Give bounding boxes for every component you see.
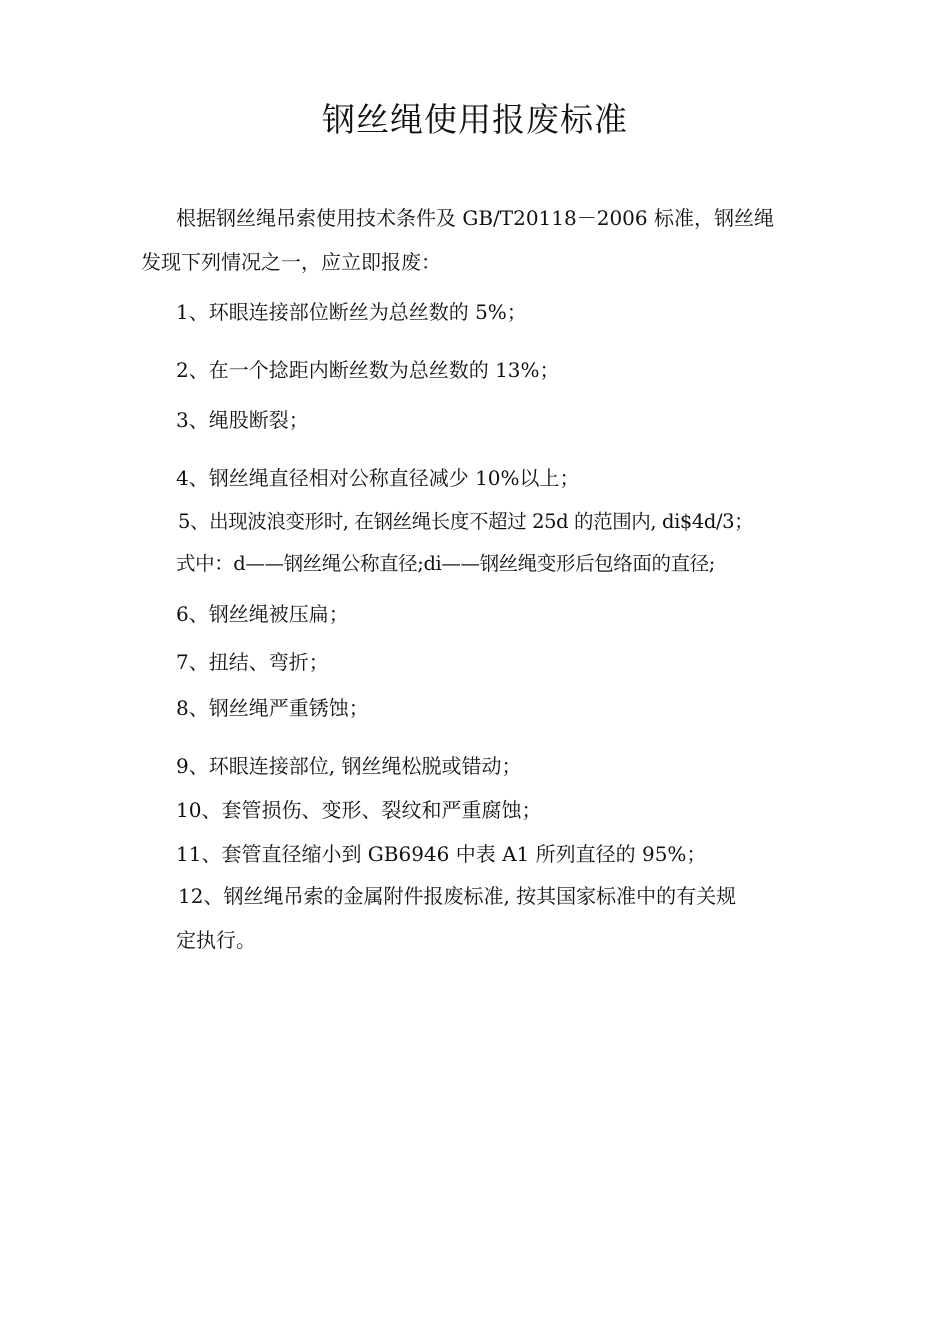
list-item-4: 4、钢丝绳直径相对公称直径减少 10%以上；	[176, 466, 580, 490]
document-title: 钢丝绳使用报废标准	[322, 100, 628, 139]
list-item-6: 6、钢丝绳被压扁；	[176, 602, 349, 626]
list-item-12: 12、钢丝绳吊索的金属附件报废标准, 按其国家标准中的有关规	[178, 884, 737, 908]
list-item-1: 1、环眼连接部位断丝为总丝数的 5%；	[176, 300, 527, 324]
intro-line-2: 发现下列情况之一，应立即报废：	[141, 250, 441, 274]
list-item-12-continued: 定执行。	[176, 928, 256, 952]
list-item-5: 5、出现波浪变形时, 在钢丝绳长度不超过 25d 的范围内, di$4d/3；	[178, 510, 754, 533]
list-item-8: 8、钢丝绳严重锈蚀；	[176, 696, 369, 720]
formula-note: 式中：d——钢丝绳公称直径;di——钢丝绳变形后包络面的直径;	[176, 552, 715, 575]
list-item-2: 2、在一个捻距内断丝数为总丝数的 13%；	[176, 358, 560, 382]
intro-line-1: 根据钢丝绳吊索使用技术条件及 GB/T20118－2006 标准，钢丝绳	[176, 206, 774, 230]
list-item-11: 11、套管直径缩小到 GB6946 中表 A1 所列直径的 95%；	[176, 842, 707, 866]
list-item-9: 9、环眼连接部位, 钢丝绳松脱或错动；	[176, 754, 522, 778]
list-item-3: 3、绳股断裂；	[176, 408, 309, 432]
list-item-10: 10、套管损伤、变形、裂纹和严重腐蚀；	[176, 798, 542, 822]
list-item-7: 7、扭结、弯折；	[176, 650, 329, 674]
